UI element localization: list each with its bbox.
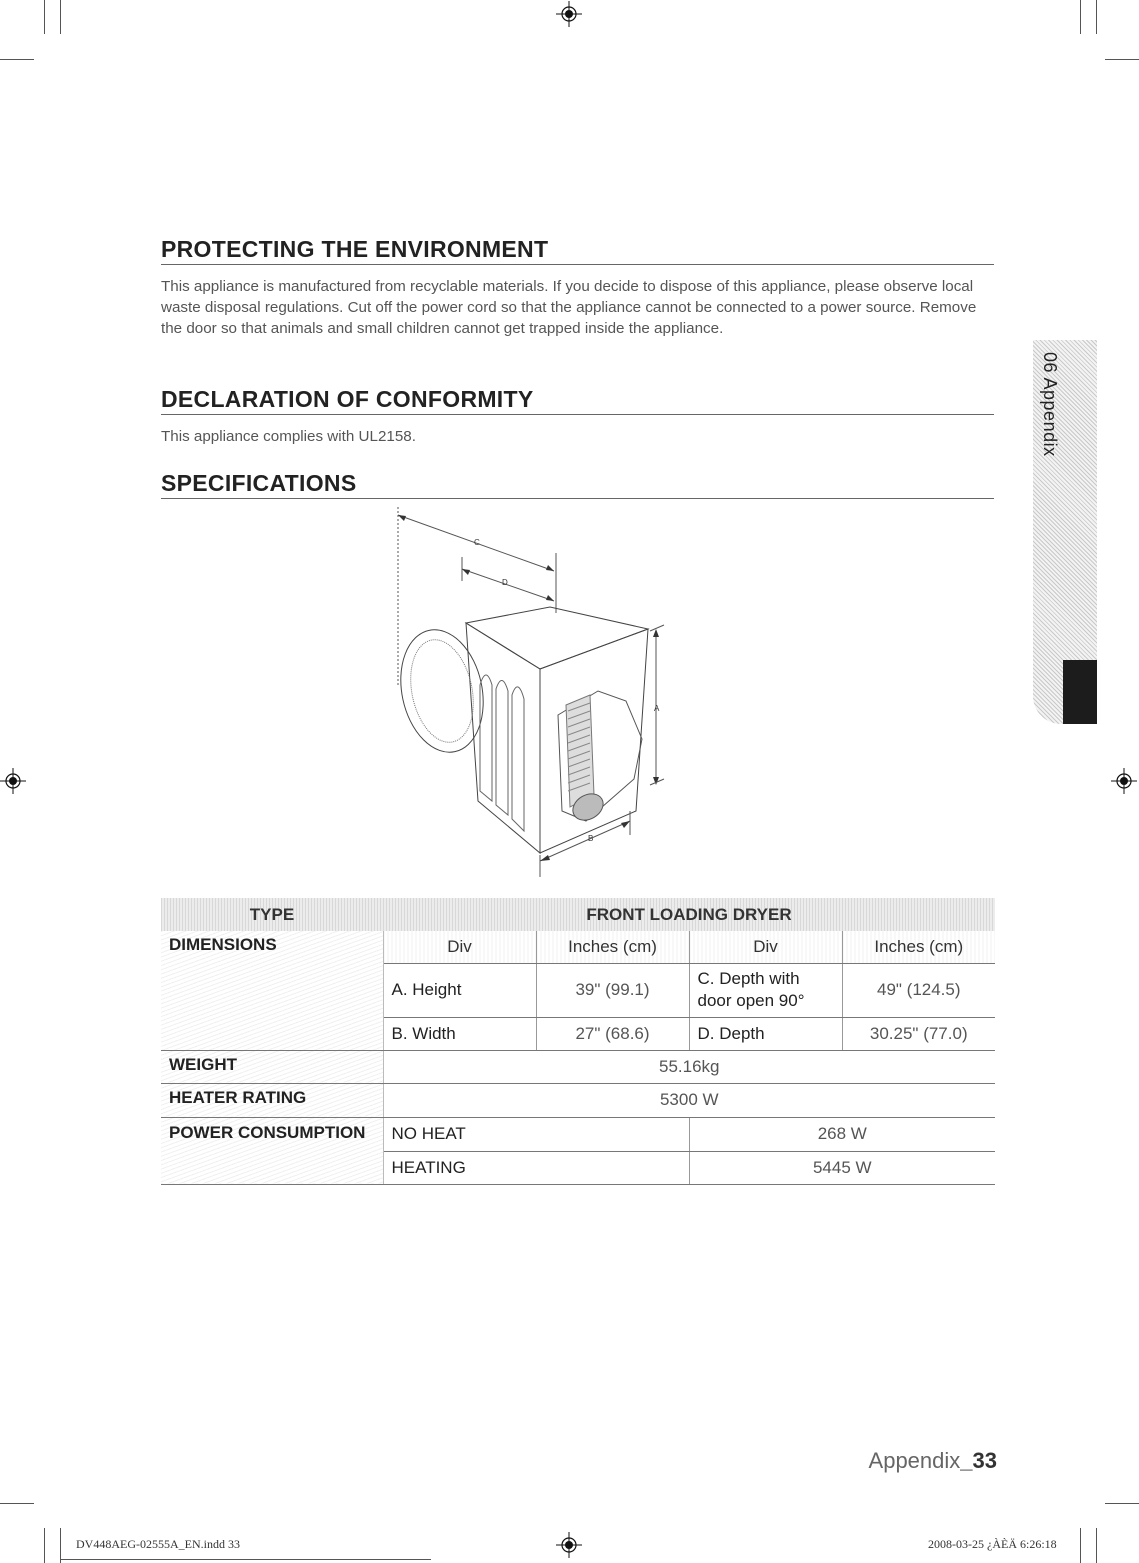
crop-mark [1080, 1528, 1081, 1563]
depth-value: 30.25" (77.0) [842, 1017, 995, 1050]
height-value: 39" (99.1) [536, 963, 689, 1017]
column-inches: Inches (cm) [536, 931, 689, 963]
crop-mark [60, 1528, 61, 1563]
weight-value: 55.16kg [383, 1050, 995, 1083]
width-value: 27" (68.6) [536, 1017, 689, 1050]
depth-label: D. Depth [689, 1017, 842, 1050]
footer-section: Appendix [868, 1448, 961, 1473]
registration-mark-icon [1111, 768, 1137, 794]
registration-mark-icon [556, 1, 582, 27]
dimension-label-c: C [474, 538, 480, 547]
timestamp-slug: 2008-03-25 ¿ÀÈÄ 6:26:18 [928, 1537, 1057, 1551]
crop-mark [44, 1528, 45, 1563]
crop-mark [1105, 59, 1139, 60]
heater-rating-value: 5300 W [383, 1083, 995, 1117]
width-label: B. Width [383, 1017, 536, 1050]
crop-mark [1096, 0, 1097, 34]
no-heat-label: NO HEAT [383, 1117, 689, 1151]
file-slug: DV448AEG-02555A_EN.indd 33 [76, 1537, 240, 1551]
crop-mark [0, 59, 34, 60]
power-consumption-label: POWER CONSUMPTION [161, 1117, 383, 1184]
crop-mark [0, 1503, 34, 1504]
crop-mark [60, 0, 61, 34]
specifications-table [161, 898, 995, 1185]
height-label: A. Height [383, 963, 536, 1017]
crop-mark [44, 0, 45, 34]
depth-open-value: 49" (124.5) [842, 963, 995, 1017]
registration-mark-icon [556, 1532, 582, 1558]
column-div: Div [689, 931, 842, 963]
conformity-text: This appliance complies with UL2158. [161, 428, 416, 445]
crop-mark [1096, 1528, 1097, 1563]
dimension-label-b: B [588, 834, 594, 843]
specifications-heading: SPECIFICATIONS [161, 470, 994, 499]
registration-mark-icon [0, 768, 26, 794]
weight-label: WEIGHT [161, 1050, 383, 1083]
dimension-label-d: D [502, 578, 508, 587]
column-div: Div [383, 931, 536, 963]
conformity-heading: DECLARATION OF CONFORMITY [161, 386, 994, 415]
dryer-dimension-diagram [380, 505, 680, 880]
crop-mark [1080, 0, 1081, 34]
crop-mark [61, 1559, 431, 1560]
crop-mark [1105, 1503, 1139, 1504]
environment-text: This appliance is manufactured from recyclable materials. If you decide to dispose of this appliance, please observe local waste disposal regulations. Cut off the power cord so that the appliance cannot be connected to a power source. Remove the door so that animals and small children cannot get trapped inside the appliance. [161, 278, 977, 337]
page-number: _33 [960, 1448, 997, 1473]
heater-rating-label: HEATER RATING [161, 1083, 383, 1117]
heating-value: 5445 W [689, 1151, 995, 1184]
chapter-tab-label: 06 Appendix [1040, 352, 1060, 457]
dimensions-label: DIMENSIONS [161, 931, 383, 1050]
page-footer [869, 1448, 997, 1474]
type-header: TYPE [161, 898, 383, 931]
type-value-header: FRONT LOADING DRYER [383, 898, 995, 931]
environment-heading: PROTECTING THE ENVIRONMENT [161, 236, 994, 265]
dimension-label-a: A [654, 704, 660, 713]
depth-open-label: C. Depth with door open 90° [689, 963, 842, 1017]
column-inches: Inches (cm) [842, 931, 995, 963]
chapter-tab-marker [1063, 660, 1097, 724]
heating-label: HEATING [383, 1151, 689, 1184]
no-heat-value: 268 W [689, 1117, 995, 1151]
